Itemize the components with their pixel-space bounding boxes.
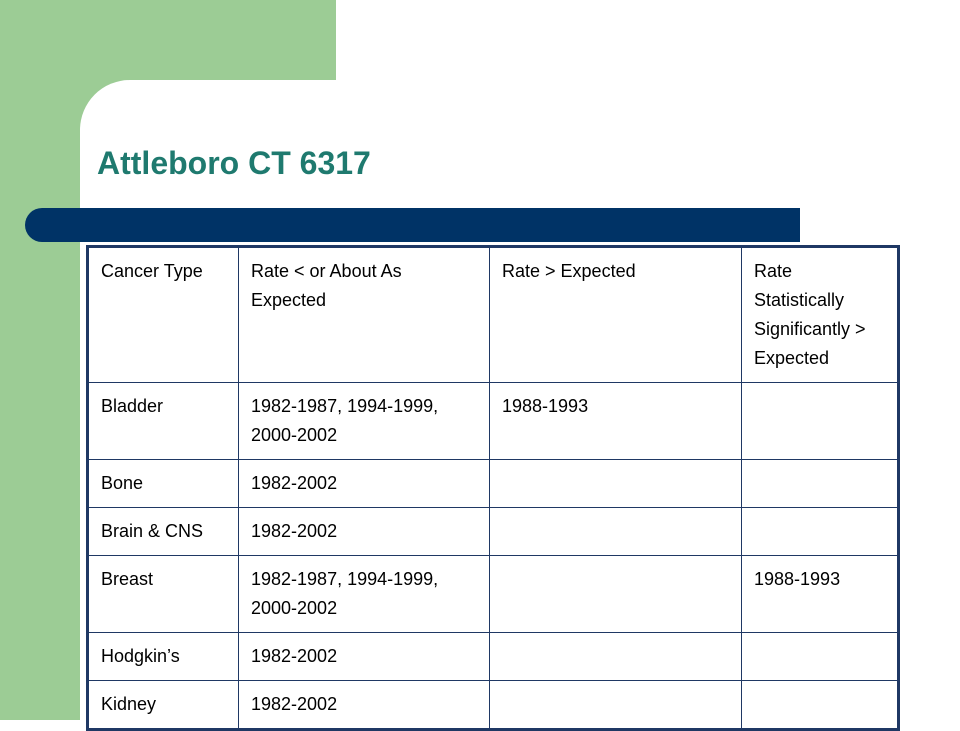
table-row bbox=[88, 460, 899, 508]
cell-rate-significant bbox=[742, 460, 899, 508]
cell-cancer-type: Hodgkin’s bbox=[88, 633, 239, 681]
cell-rate-as-expected: 1982-2002 bbox=[239, 633, 490, 681]
header-rate-as-expected: Rate < or About As Expected bbox=[239, 247, 490, 383]
table-row bbox=[88, 556, 899, 633]
header-rate-above-expected: Rate > Expected bbox=[490, 247, 742, 383]
table-row bbox=[88, 383, 899, 460]
table-row bbox=[88, 681, 899, 730]
table-row bbox=[88, 508, 899, 556]
cell-rate-as-expected: 1982-1987, 1994-1999, 2000-2002 bbox=[239, 383, 490, 460]
table-row bbox=[88, 633, 899, 681]
cell-cancer-type: Bone bbox=[88, 460, 239, 508]
table-header-row bbox=[88, 247, 899, 383]
cell-rate-significant bbox=[742, 383, 899, 460]
cancer-rates-table bbox=[86, 245, 900, 731]
cell-rate-above-expected bbox=[490, 556, 742, 633]
header-cancer-type: Cancer Type bbox=[88, 247, 239, 383]
slide-title: Attleboro CT 6317 bbox=[97, 145, 371, 181]
cell-rate-significant: 1988-1993 bbox=[742, 556, 899, 633]
cell-cancer-type: Brain & CNS bbox=[88, 508, 239, 556]
cell-rate-as-expected: 1982-2002 bbox=[239, 681, 490, 730]
cell-rate-above-expected: 1988-1993 bbox=[490, 383, 742, 460]
cell-cancer-type: Bladder bbox=[88, 383, 239, 460]
cell-rate-as-expected: 1982-2002 bbox=[239, 460, 490, 508]
cell-rate-significant bbox=[742, 633, 899, 681]
decorative-title-bar bbox=[25, 208, 800, 242]
cell-cancer-type: Kidney bbox=[88, 681, 239, 730]
cell-cancer-type: Breast bbox=[88, 556, 239, 633]
cell-rate-above-expected bbox=[490, 681, 742, 730]
cell-rate-as-expected: 1982-1987, 1994-1999, 2000-2002 bbox=[239, 556, 490, 633]
cell-rate-above-expected bbox=[490, 633, 742, 681]
cell-rate-as-expected: 1982-2002 bbox=[239, 508, 490, 556]
cell-rate-above-expected bbox=[490, 460, 742, 508]
cell-rate-significant bbox=[742, 681, 899, 730]
cell-rate-significant bbox=[742, 508, 899, 556]
cell-rate-above-expected bbox=[490, 508, 742, 556]
header-rate-significant: Rate Statistically Significantly > Expected bbox=[742, 247, 899, 383]
